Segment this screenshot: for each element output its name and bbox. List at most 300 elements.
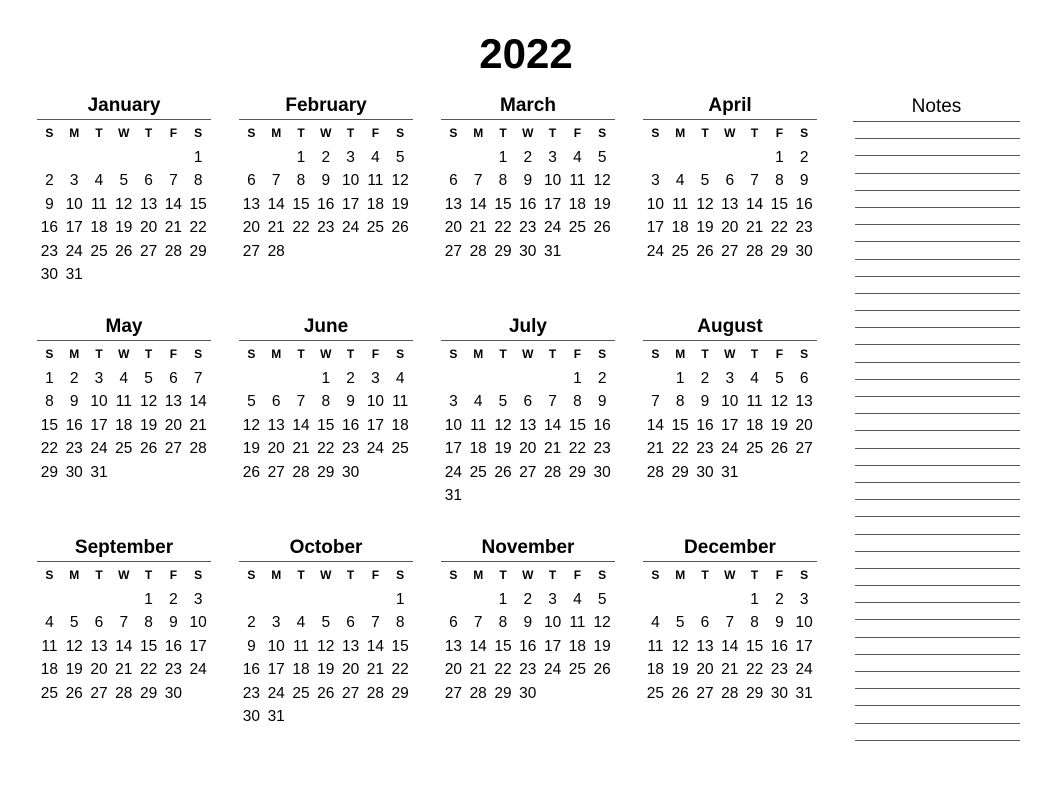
- week-row: [441, 193, 615, 216]
- day-cell: 20: [696, 661, 714, 679]
- week-row: [239, 682, 413, 705]
- day-cell: 8: [321, 393, 331, 411]
- day-cell: 7: [119, 614, 129, 632]
- week-row: [441, 146, 615, 169]
- day-cell: 13: [164, 393, 182, 411]
- month-name: June: [239, 314, 413, 341]
- day-cell: 2: [321, 149, 331, 166]
- year-title: 2022: [479, 30, 573, 77]
- day-cell: 18: [568, 637, 586, 655]
- day-cell: 29: [568, 463, 586, 481]
- month-name: October: [239, 535, 413, 562]
- day-cell: 19: [65, 661, 83, 679]
- day-cell: 28: [292, 463, 310, 481]
- week-row: [37, 682, 211, 705]
- day-cell: 7: [750, 172, 759, 190]
- weekday-header: S: [449, 347, 458, 361]
- day-cell: 31: [795, 684, 813, 702]
- week-row: [239, 263, 413, 286]
- day-cell: 17: [646, 219, 665, 237]
- day-cell: 9: [523, 172, 533, 190]
- day-cell: [87, 705, 112, 728]
- day-cell: 4: [651, 614, 660, 632]
- day-cell: 12: [494, 416, 512, 434]
- day-cell: 24: [721, 440, 739, 458]
- day-cell: 13: [444, 637, 463, 655]
- weekday-header: W: [724, 568, 736, 582]
- day-cell: [289, 705, 314, 728]
- month-october: [239, 535, 413, 756]
- day-cell: 5: [247, 393, 256, 411]
- day-cell: 15: [40, 416, 59, 434]
- week-row: [643, 240, 817, 263]
- day-cell: 27: [164, 440, 182, 458]
- day-cell: 21: [745, 219, 764, 237]
- day-cell: 30: [519, 242, 537, 260]
- day-cell: [161, 263, 186, 286]
- day-cell: [565, 263, 590, 286]
- weekday-header: S: [800, 347, 809, 361]
- note-line: [855, 500, 1020, 517]
- day-cell: 5: [498, 393, 508, 411]
- day-cell: 13: [267, 416, 285, 434]
- week-row: [37, 414, 211, 437]
- day-cell: 22: [391, 661, 409, 679]
- week-row: [441, 658, 615, 681]
- note-line: [855, 345, 1020, 362]
- day-cell: [792, 484, 817, 507]
- day-cell: 7: [371, 614, 380, 632]
- month-name: July: [441, 314, 615, 341]
- day-cell: 11: [115, 393, 132, 411]
- week-row: [239, 146, 413, 169]
- day-cell: 8: [193, 172, 203, 190]
- day-cell: [87, 484, 112, 507]
- week-row: [239, 588, 413, 611]
- week-row: [37, 461, 211, 484]
- weekday-header: T: [144, 568, 153, 582]
- day-cell: 30: [164, 684, 182, 702]
- day-cell: 4: [573, 591, 582, 608]
- day-cell: [466, 263, 491, 286]
- week-row: [37, 658, 211, 681]
- day-cell: [515, 484, 540, 507]
- day-cell: [62, 146, 87, 169]
- day-cell: 14: [366, 637, 384, 655]
- day-cell: 14: [543, 416, 562, 434]
- day-cell: 15: [189, 195, 207, 213]
- week-row: [441, 263, 615, 286]
- day-cell: 18: [292, 661, 310, 679]
- week-row: [643, 635, 817, 658]
- day-cell: 23: [164, 661, 182, 679]
- day-cell: [388, 461, 413, 484]
- day-cell: [590, 240, 615, 263]
- day-cell: [338, 705, 363, 728]
- day-cell: 15: [317, 416, 335, 434]
- day-cell: 25: [671, 242, 689, 260]
- week-row: [37, 635, 211, 658]
- note-line: [855, 414, 1020, 431]
- day-cell: [742, 263, 767, 286]
- note-line: [855, 397, 1020, 414]
- day-cell: 3: [371, 370, 380, 387]
- day-cell: [491, 705, 516, 728]
- weekday-header-row: [37, 562, 211, 588]
- day-cell: 16: [164, 637, 182, 655]
- day-cell: 21: [292, 440, 310, 458]
- weekday-header: M: [271, 347, 282, 361]
- day-cell: [540, 367, 565, 390]
- day-cell: [264, 146, 289, 169]
- day-cell: [186, 263, 211, 286]
- day-cell: [338, 588, 363, 611]
- day-cell: 6: [144, 172, 153, 190]
- day-cell: 9: [247, 637, 256, 655]
- day-cell: 16: [341, 416, 360, 434]
- day-cell: [693, 705, 718, 728]
- weekday-header: S: [247, 568, 256, 582]
- day-cell: 19: [139, 416, 158, 434]
- day-cell: 4: [371, 149, 380, 166]
- weekday-header: F: [169, 568, 178, 582]
- day-cell: 15: [568, 416, 586, 434]
- weekday-header: T: [499, 568, 507, 582]
- day-cell: 16: [593, 416, 611, 434]
- day-cell: 19: [770, 416, 788, 434]
- day-cell: 9: [321, 172, 331, 190]
- day-cell: 5: [395, 149, 405, 166]
- week-row: [239, 367, 413, 390]
- week-row: [239, 635, 413, 658]
- day-cell: 26: [770, 440, 788, 458]
- day-cell: 3: [346, 149, 355, 166]
- day-cell: 4: [296, 614, 306, 632]
- day-cell: [540, 705, 565, 728]
- day-cell: 5: [597, 591, 607, 608]
- day-cell: 10: [267, 637, 285, 655]
- day-cell: [466, 484, 491, 507]
- day-cell: 20: [444, 661, 463, 679]
- day-cell: [693, 588, 718, 611]
- day-cell: 7: [473, 172, 483, 190]
- day-cell: [136, 263, 161, 286]
- day-cell: [466, 367, 491, 390]
- day-cell: [590, 705, 615, 728]
- note-line: [855, 638, 1020, 655]
- day-cell: 31: [721, 463, 739, 481]
- weekday-header: S: [194, 126, 203, 140]
- day-cell: 19: [671, 661, 689, 679]
- weekday-header: T: [297, 126, 305, 140]
- week-row: [643, 169, 817, 192]
- week-row: [441, 216, 615, 239]
- day-cell: 23: [40, 242, 59, 260]
- weekday-header: S: [598, 568, 607, 582]
- day-cell: 23: [519, 219, 537, 237]
- day-cell: 20: [519, 440, 537, 458]
- day-cell: 23: [242, 684, 261, 702]
- day-cell: 26: [317, 684, 335, 702]
- day-cell: 27: [90, 684, 108, 702]
- day-cell: 20: [164, 416, 182, 434]
- day-cell: 19: [593, 195, 611, 213]
- day-cell: 25: [646, 684, 665, 702]
- day-cell: 6: [700, 614, 710, 632]
- day-cell: [540, 682, 565, 705]
- day-cell: [313, 484, 338, 507]
- weekday-header: W: [522, 568, 534, 582]
- day-cell: 22: [494, 219, 512, 237]
- day-cell: 12: [242, 416, 261, 434]
- weekday-header: T: [750, 568, 759, 582]
- day-cell: [289, 484, 314, 507]
- note-line: [855, 552, 1020, 569]
- day-cell: 29: [494, 684, 512, 702]
- day-cell: [338, 484, 363, 507]
- note-line: [855, 655, 1020, 672]
- weekday-header: T: [95, 568, 103, 582]
- day-cell: 8: [498, 614, 508, 632]
- day-cell: 9: [775, 614, 784, 632]
- day-cell: 4: [395, 370, 405, 387]
- weekday-header: T: [750, 347, 759, 361]
- month-march: [441, 93, 615, 314]
- day-cell: 11: [569, 614, 586, 632]
- day-cell: 9: [346, 393, 355, 411]
- weekday-header: T: [95, 126, 103, 140]
- week-row: [441, 635, 615, 658]
- day-cell: 18: [366, 195, 384, 213]
- day-cell: [62, 484, 87, 507]
- day-cell: [313, 240, 338, 263]
- day-cell: [289, 263, 314, 286]
- week-row: [239, 414, 413, 437]
- weekday-header: F: [169, 347, 178, 361]
- day-cell: 3: [193, 591, 203, 608]
- day-cell: 1: [498, 591, 508, 608]
- day-cell: [668, 263, 693, 286]
- week-row: [441, 367, 615, 390]
- day-cell: 12: [770, 393, 788, 411]
- day-cell: 28: [469, 684, 487, 702]
- month-may: [37, 314, 211, 535]
- day-cell: 29: [317, 463, 335, 481]
- day-cell: 13: [795, 393, 813, 411]
- day-cell: [515, 263, 540, 286]
- day-cell: [338, 240, 363, 263]
- day-cell: 28: [115, 684, 133, 702]
- day-cell: 27: [795, 440, 813, 458]
- day-cell: 2: [775, 591, 784, 608]
- day-cell: [643, 146, 668, 169]
- day-cell: [767, 461, 792, 484]
- day-cell: 16: [65, 416, 83, 434]
- note-line: [855, 208, 1020, 225]
- month-name: December: [643, 535, 817, 562]
- week-row: [441, 390, 615, 413]
- day-cell: 9: [69, 393, 79, 411]
- day-cell: [565, 705, 590, 728]
- day-cell: 16: [40, 219, 59, 237]
- day-cell: [136, 484, 161, 507]
- note-line: [855, 672, 1020, 689]
- day-cell: 14: [164, 195, 182, 213]
- weekday-header: T: [144, 347, 153, 361]
- day-cell: [186, 461, 211, 484]
- day-cell: 3: [548, 149, 557, 166]
- day-cell: 23: [795, 219, 813, 237]
- day-cell: [388, 484, 413, 507]
- day-cell: 7: [725, 614, 735, 632]
- day-cell: [161, 146, 186, 169]
- day-cell: 19: [391, 195, 409, 213]
- day-cell: 27: [341, 684, 360, 702]
- day-cell: 12: [317, 637, 335, 655]
- day-cell: 6: [346, 614, 355, 632]
- day-cell: 20: [341, 661, 360, 679]
- weekday-header: T: [346, 347, 355, 361]
- day-cell: 10: [366, 393, 384, 411]
- weekday-header: W: [118, 126, 130, 140]
- day-cell: [239, 263, 264, 286]
- day-cell: 21: [721, 661, 739, 679]
- day-cell: 15: [745, 637, 764, 655]
- day-cell: 26: [671, 684, 689, 702]
- day-cell: 29: [189, 242, 207, 260]
- day-cell: 30: [696, 463, 714, 481]
- weekday-header: T: [548, 126, 557, 140]
- day-cell: 4: [675, 172, 685, 190]
- note-line: [855, 569, 1020, 586]
- day-cell: 25: [40, 684, 59, 702]
- day-cell: 13: [444, 195, 463, 213]
- day-cell: [111, 484, 136, 507]
- day-cell: 22: [189, 219, 207, 237]
- note-line: [855, 724, 1020, 741]
- month-january: [37, 93, 211, 314]
- day-cell: [388, 263, 413, 286]
- day-cell: 25: [115, 440, 133, 458]
- day-cell: [363, 240, 388, 263]
- day-cell: 1: [750, 591, 759, 608]
- day-cell: 4: [573, 149, 582, 166]
- day-cell: 1: [45, 370, 54, 387]
- weekday-header: T: [346, 568, 355, 582]
- day-cell: 25: [745, 440, 764, 458]
- day-cell: 17: [267, 661, 285, 679]
- day-cell: [466, 588, 491, 611]
- day-cell: 20: [139, 219, 158, 237]
- week-row: [643, 611, 817, 634]
- week-row: [37, 216, 211, 239]
- day-cell: 5: [321, 614, 331, 632]
- day-cell: 11: [90, 195, 108, 213]
- note-line: [855, 449, 1020, 466]
- day-cell: 11: [569, 172, 586, 190]
- note-line: [855, 156, 1020, 173]
- day-cell: 28: [469, 242, 487, 260]
- day-cell: 20: [444, 219, 463, 237]
- day-cell: 8: [573, 393, 582, 411]
- day-cell: 2: [247, 614, 256, 632]
- weekday-header: S: [800, 568, 809, 582]
- month-name: April: [643, 93, 817, 120]
- day-cell: 26: [115, 242, 133, 260]
- day-cell: 24: [795, 661, 813, 679]
- weekday-header: S: [800, 126, 809, 140]
- day-cell: 13: [139, 195, 158, 213]
- week-row: [37, 390, 211, 413]
- day-cell: [643, 263, 668, 286]
- weekday-header: T: [297, 568, 305, 582]
- month-december: [643, 535, 817, 756]
- day-cell: [37, 705, 62, 728]
- day-cell: 1: [498, 149, 508, 166]
- week-row: [37, 193, 211, 216]
- day-cell: [717, 263, 742, 286]
- day-cell: 10: [795, 614, 813, 632]
- day-cell: 30: [593, 463, 611, 481]
- day-cell: 22: [139, 661, 158, 679]
- day-cell: [111, 263, 136, 286]
- day-cell: 9: [45, 195, 54, 213]
- day-cell: 6: [449, 172, 458, 190]
- day-cell: [643, 367, 668, 390]
- day-cell: [37, 588, 62, 611]
- weekday-header: S: [598, 126, 607, 140]
- day-cell: [388, 240, 413, 263]
- day-cell: 3: [799, 591, 809, 608]
- day-cell: 7: [271, 172, 281, 190]
- day-cell: 13: [242, 195, 261, 213]
- day-cell: 4: [94, 172, 104, 190]
- day-cell: 26: [139, 440, 158, 458]
- day-cell: [643, 484, 668, 507]
- day-cell: 27: [721, 242, 739, 260]
- day-cell: 21: [115, 661, 133, 679]
- day-cell: 22: [770, 219, 788, 237]
- day-cell: 31: [267, 707, 285, 725]
- day-cell: [668, 705, 693, 728]
- day-cell: 3: [725, 370, 735, 387]
- day-cell: [186, 484, 211, 507]
- weekday-header-row: [643, 562, 817, 588]
- day-cell: 18: [40, 661, 59, 679]
- day-cell: 3: [548, 591, 557, 608]
- day-cell: 1: [296, 149, 306, 166]
- month-september: [37, 535, 211, 756]
- day-cell: 12: [139, 393, 158, 411]
- day-cell: [239, 367, 264, 390]
- week-row: [643, 193, 817, 216]
- day-cell: 11: [292, 637, 310, 655]
- day-cell: 27: [519, 463, 537, 481]
- day-cell: 1: [675, 370, 685, 387]
- day-cell: [590, 682, 615, 705]
- weekday-header: M: [69, 126, 80, 140]
- day-cell: [264, 484, 289, 507]
- day-cell: 21: [543, 440, 562, 458]
- day-cell: [239, 146, 264, 169]
- day-cell: [565, 682, 590, 705]
- day-cell: 25: [90, 242, 108, 260]
- day-cell: 24: [341, 219, 360, 237]
- day-cell: 6: [94, 614, 104, 632]
- notes-lines: [853, 121, 1020, 741]
- day-cell: 10: [341, 172, 360, 190]
- day-cell: 24: [189, 661, 207, 679]
